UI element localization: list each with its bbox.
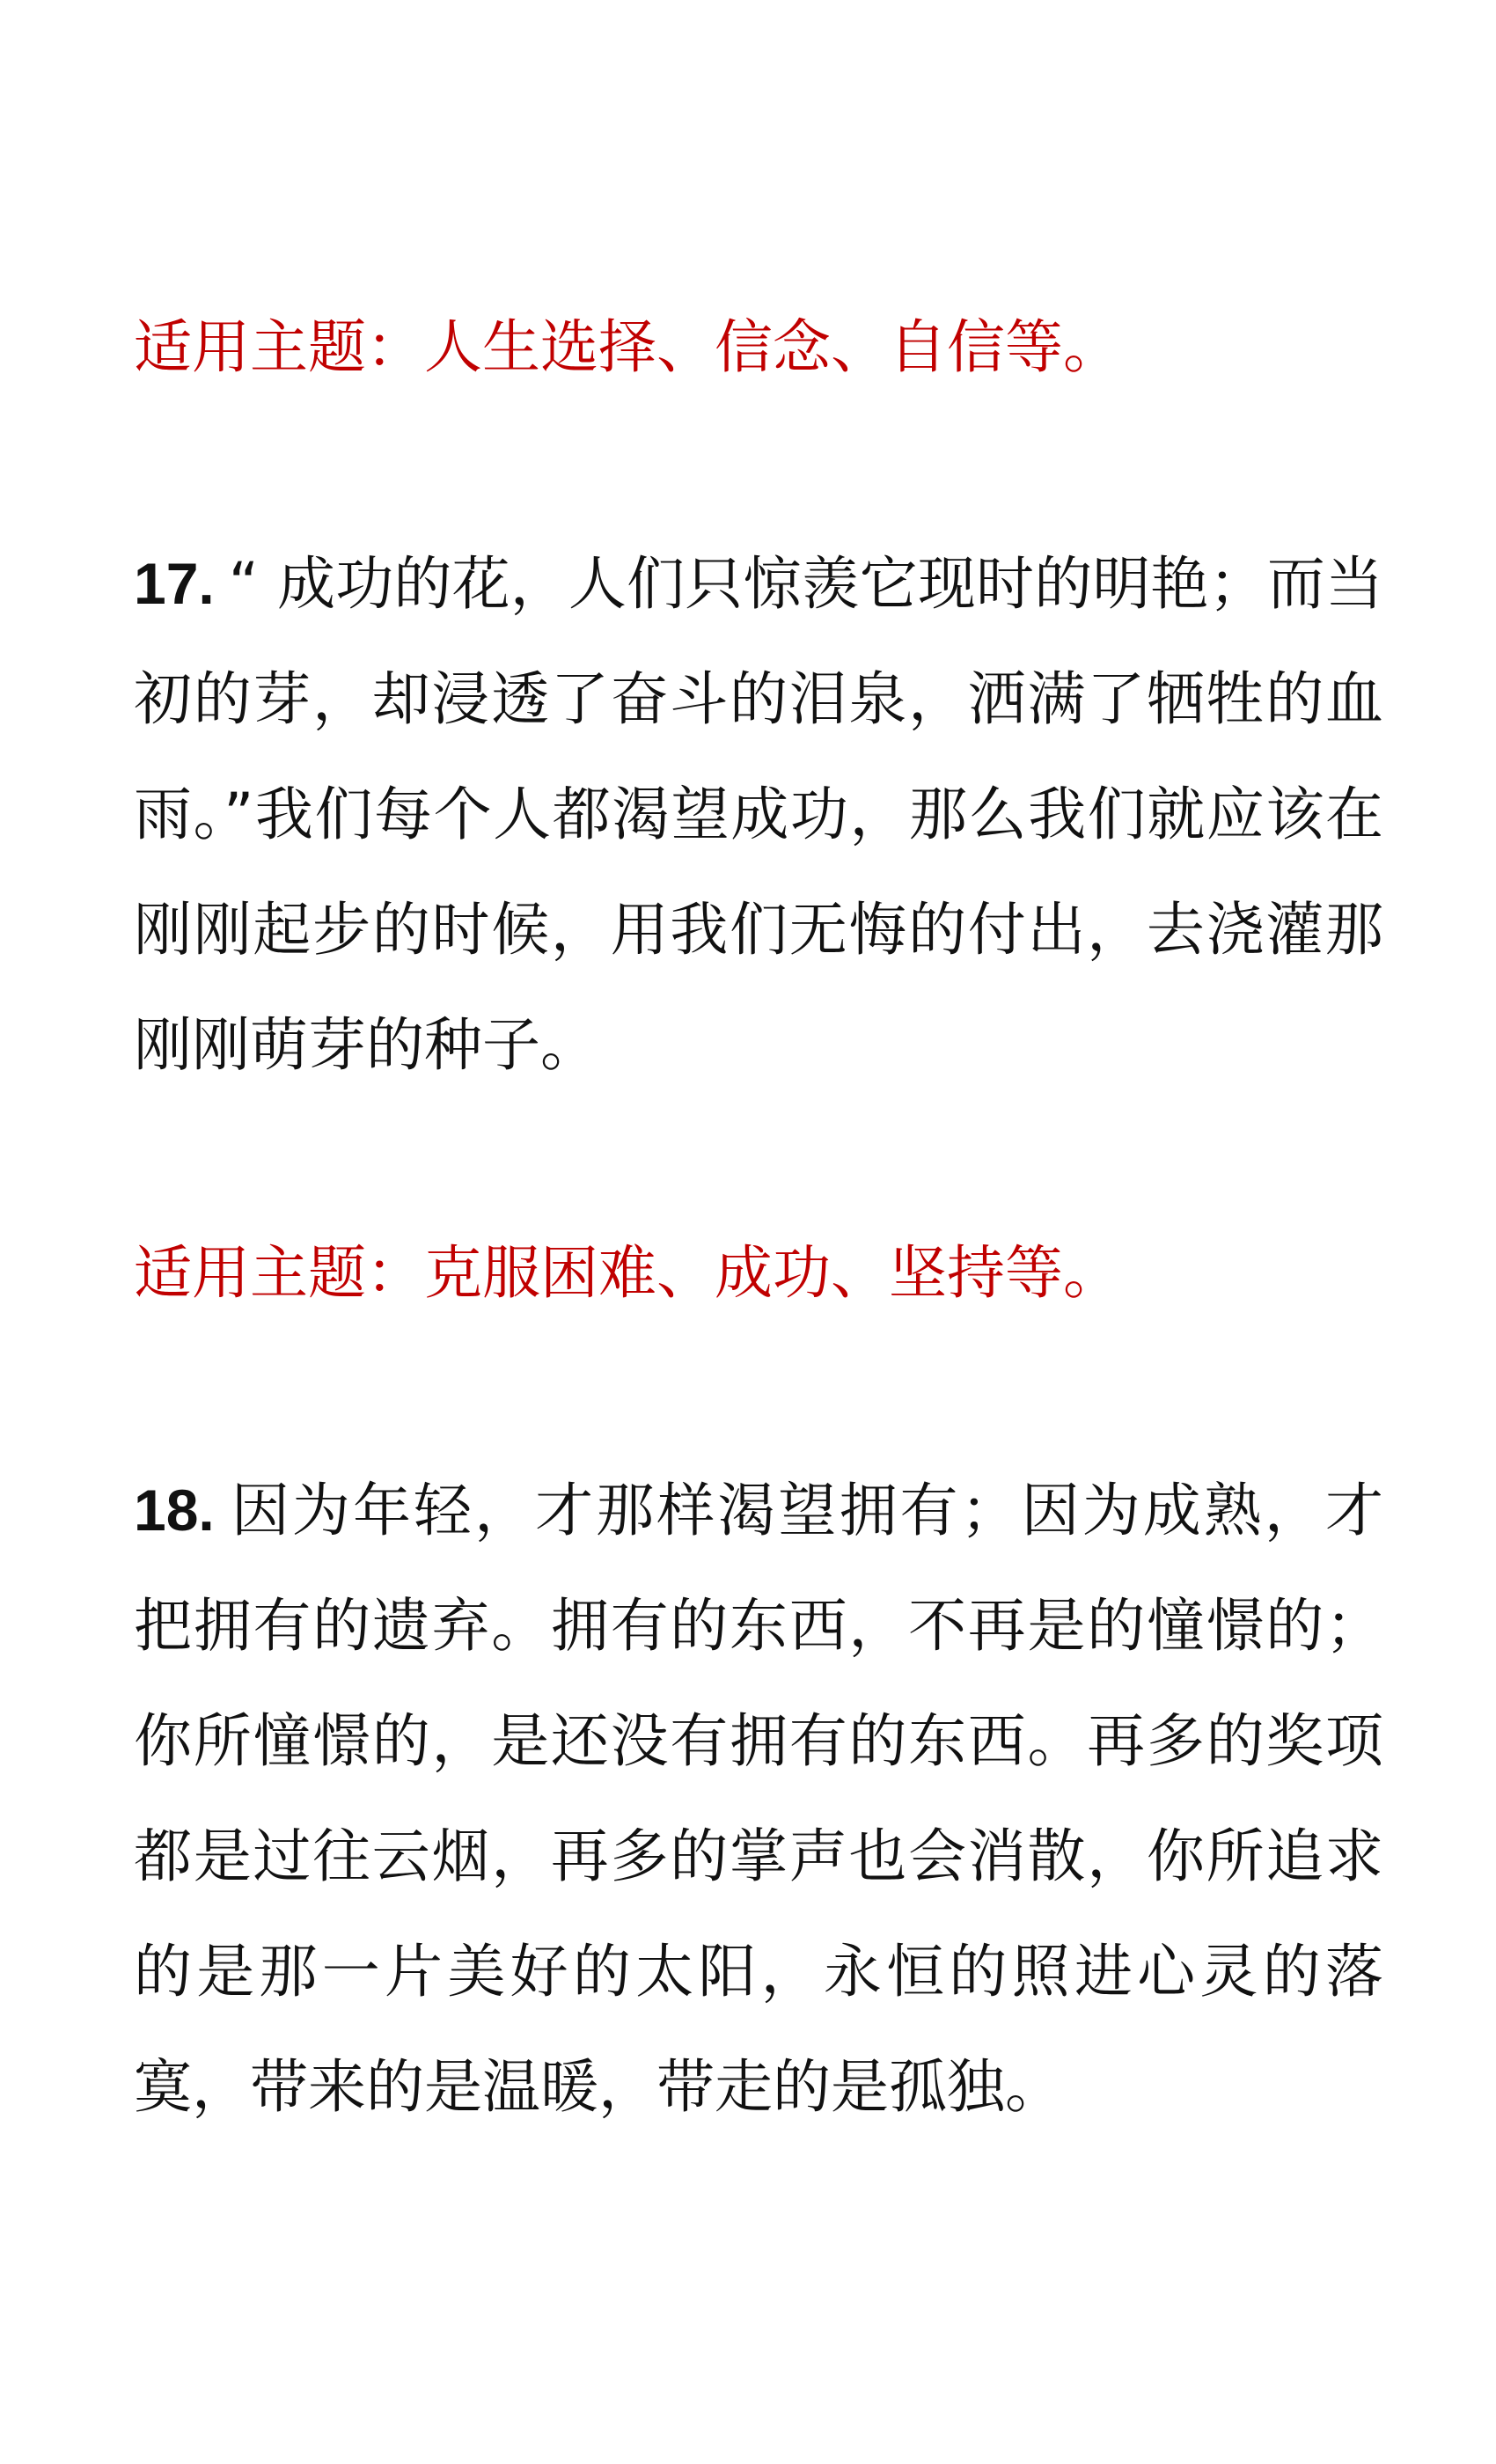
paragraph-18 <box>134 1453 1383 2145</box>
paragraph-text: 因为年轻，才那样渴望拥有；因为成熟，才把拥有的遗弃。拥有的东西，不再是的憧憬的；你所憧憬的，是还没有拥有的东西。再多的奖项都是过往云烟，再多的掌声也会消散，你所追求的是那一片美好的太阳，永恒的照进心灵的落寞，带来的是温暖，带走的是孤独。 <box>134 1477 1383 2121</box>
theme-line: 适用主题：人生选择、信念、自信等。 <box>134 313 1121 381</box>
theme-line: 适用主题：克服困难、成功、坚持等。 <box>134 1239 1121 1307</box>
document-page <box>134 0 1383 2464</box>
paragraph-text: “ 成功的花，人们只惊羡它现时的明艳；而当初的芽，却浸透了奋斗的泪泉，洒满了牺牲的血雨。”我们每个人都渴望成功，那么我们就应该在刚刚起步的时候，用我们无悔的付出，去浇灌那刚刚萌芽的种子。 <box>134 550 1383 1079</box>
paragraph-17 <box>134 526 1383 1103</box>
paragraph-number: 18. <box>134 1478 215 1543</box>
paragraph-number: 17. <box>134 551 215 616</box>
